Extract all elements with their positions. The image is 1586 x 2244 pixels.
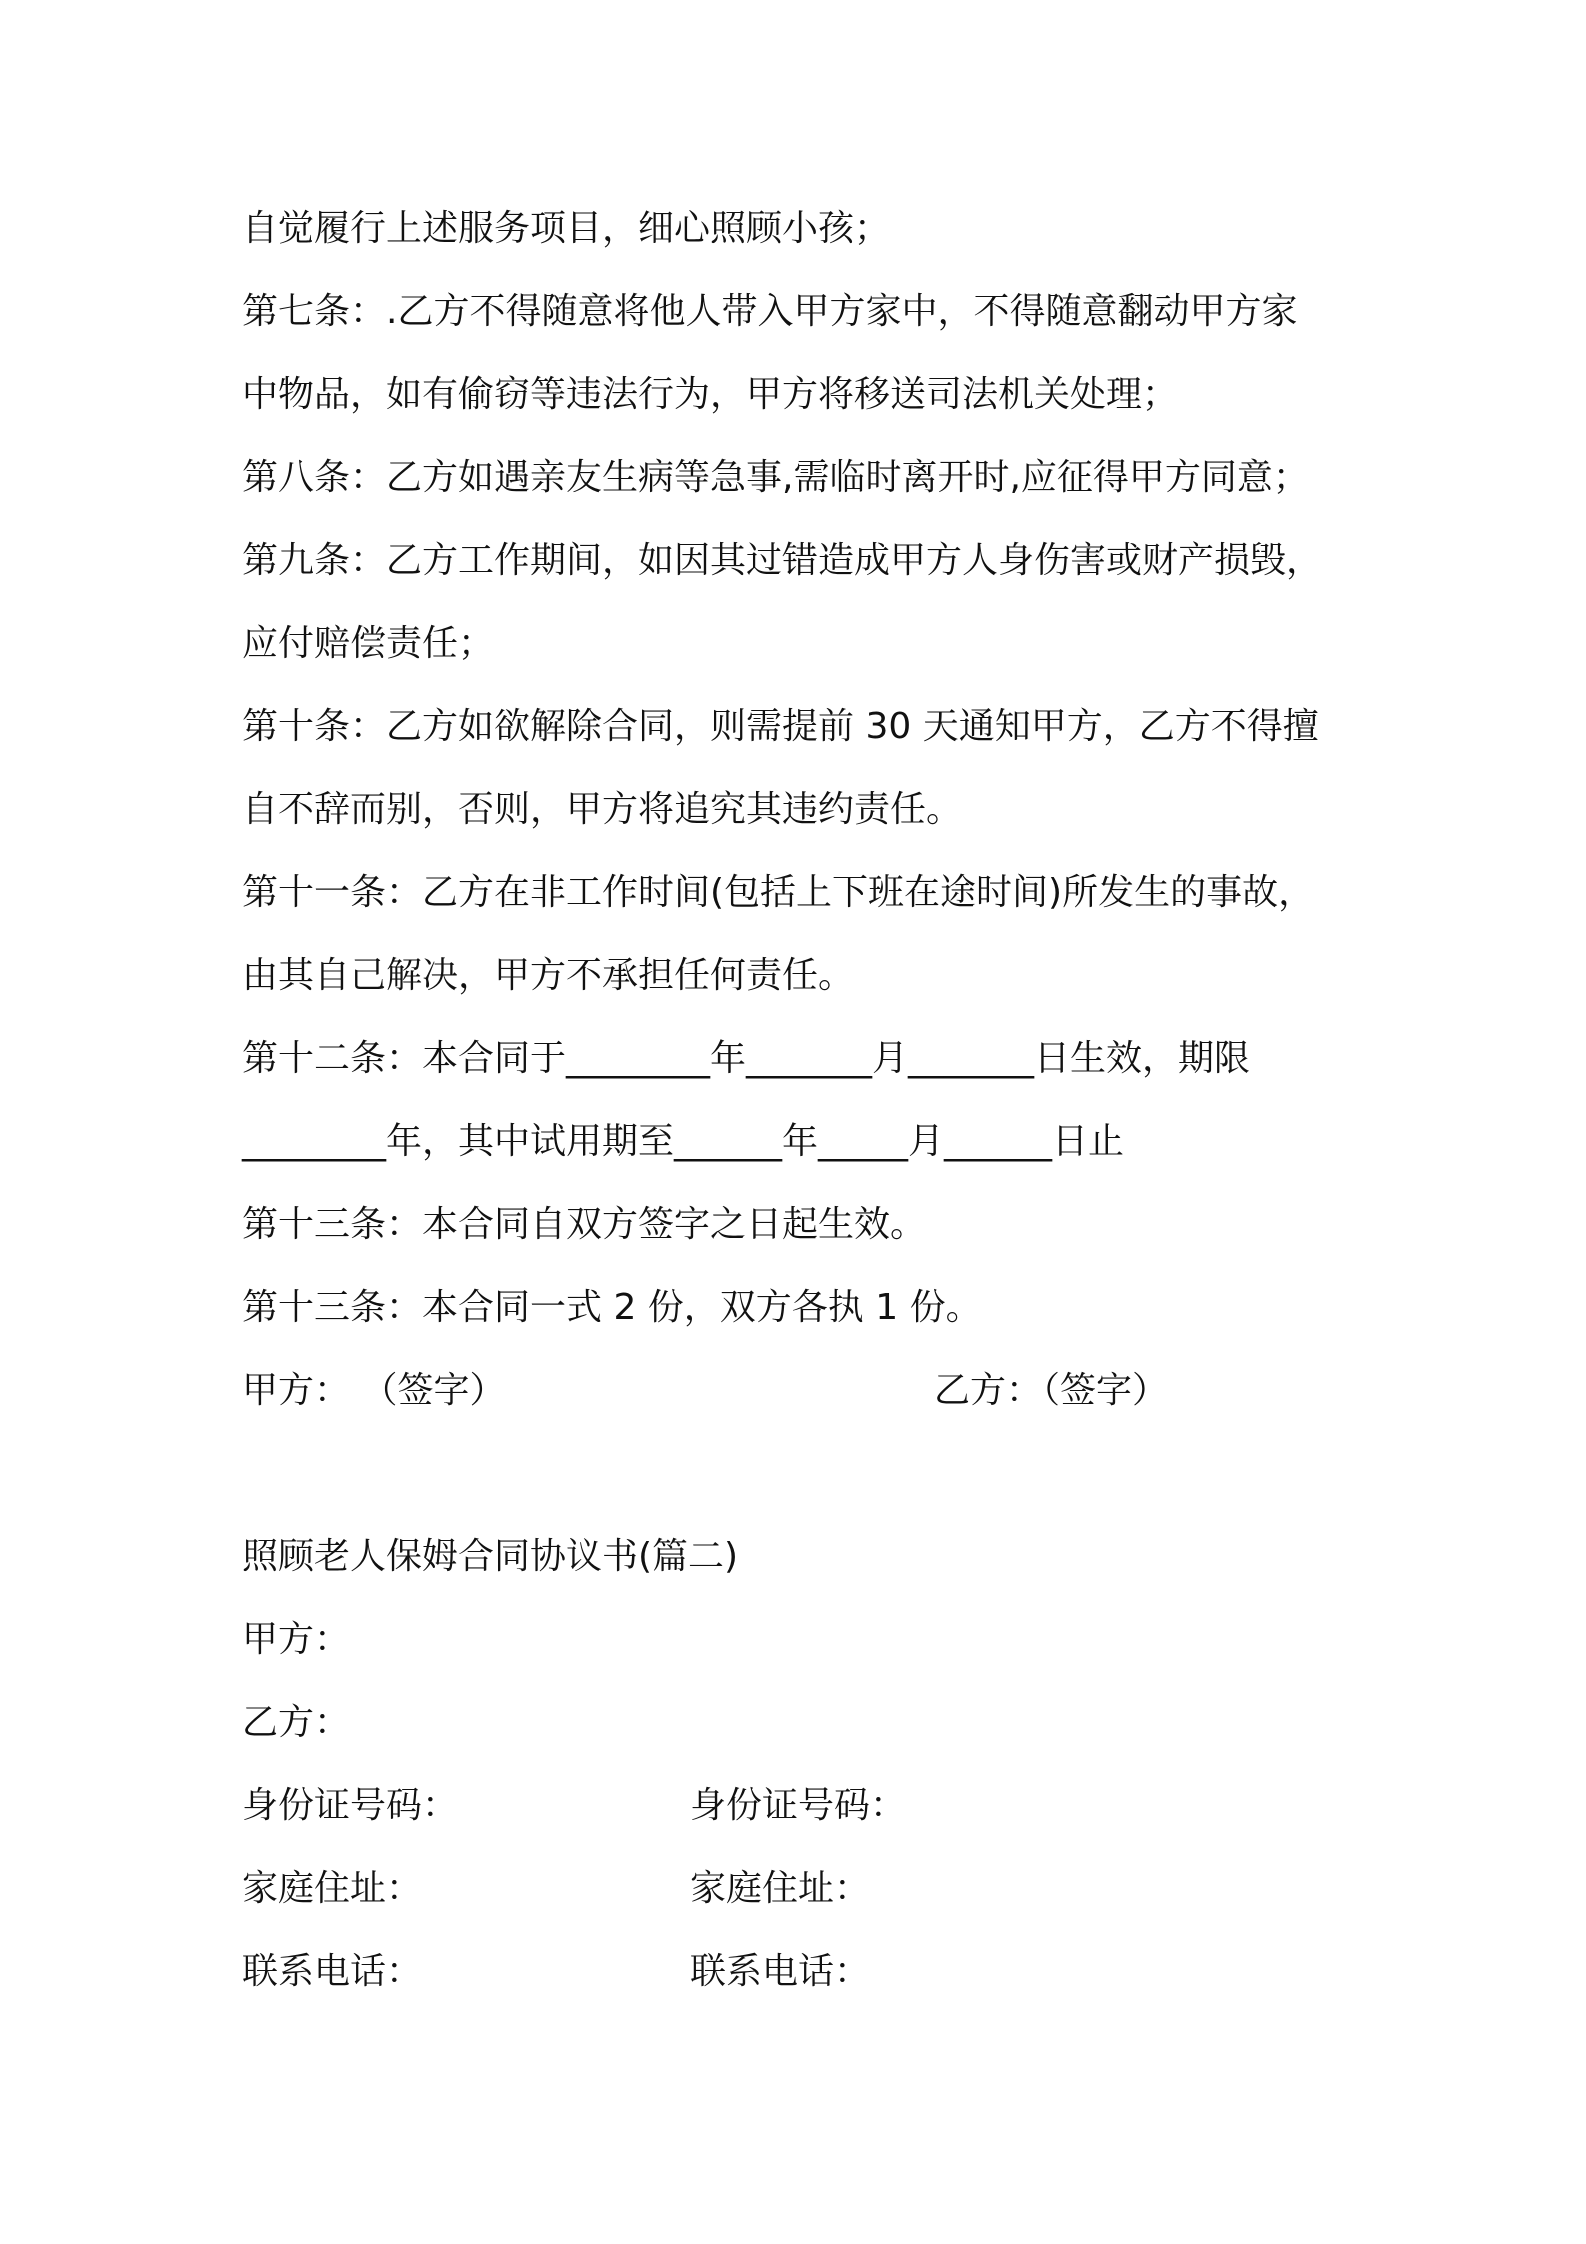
section-title: 照顾老人保姆合同协议书(篇二) (242, 1536, 739, 1577)
party-a-signature: 甲方： （签字） (242, 1370, 506, 1411)
address-label-left: 家庭住址： (242, 1868, 423, 1909)
clause-11-line-2: 由其自己解决，甲方不承担任何责任。 (242, 955, 855, 996)
party-b-label: 乙方： (242, 1702, 351, 1743)
address-label-right: 家庭住址： (690, 1868, 871, 1909)
clause-11-line-1: 第十一条：乙方在非工作时间(包括上下班在途时间)所发生的事故， (242, 872, 1315, 913)
id-number-label-left: 身份证号码： (242, 1785, 459, 1826)
party-b-signature: 乙方：（签字） (934, 1370, 1169, 1411)
clause-text-line: 自觉履行上述服务项目，细心照顾小孩； (242, 208, 891, 249)
phone-label-right: 联系电话： (690, 1951, 871, 1992)
clause-10-line-1: 第十条：乙方如欲解除合同，则需提前 30 天通知甲方，乙方不得擅 (242, 706, 1319, 747)
clause-13-effective-line: 第十三条：本合同自双方签字之日起生效。 (242, 1204, 927, 1245)
id-number-label-right: 身份证号码： (690, 1785, 907, 1826)
phone-label-left: 联系电话： (242, 1951, 423, 1992)
party-a-label: 甲方： (242, 1619, 351, 1660)
clause-13-copies-line: 第十三条：本合同一式 2 份，双方各执 1 份。 (242, 1287, 982, 1328)
clause-9-line-2: 应付赔偿责任； (242, 623, 495, 664)
clause-7-line-2: 中物品，如有偷窃等违法行为，甲方将移送司法机关处理； (242, 374, 1179, 415)
clause-12-line-1: 第十二条：本合同于________年_______月_______日生效，期限 (242, 1038, 1251, 1079)
clause-9-line-1: 第九条：乙方工作期间，如因其过错造成甲方人身伤害或财产损毁， (242, 540, 1323, 581)
clause-8-line: 第八条：乙方如遇亲友生病等急事,需临时离开时,应征得甲方同意； (242, 457, 1309, 498)
clause-12-line-2: ________年，其中试用期至______年_____月______日止 (242, 1121, 1125, 1162)
clause-10-line-2: 自不辞而别，否则，甲方将追究其违约责任。 (242, 789, 963, 830)
clause-7-line-1: 第七条：.乙方不得随意将他人带入甲方家中，不得随意翻动甲方家 (242, 291, 1298, 332)
